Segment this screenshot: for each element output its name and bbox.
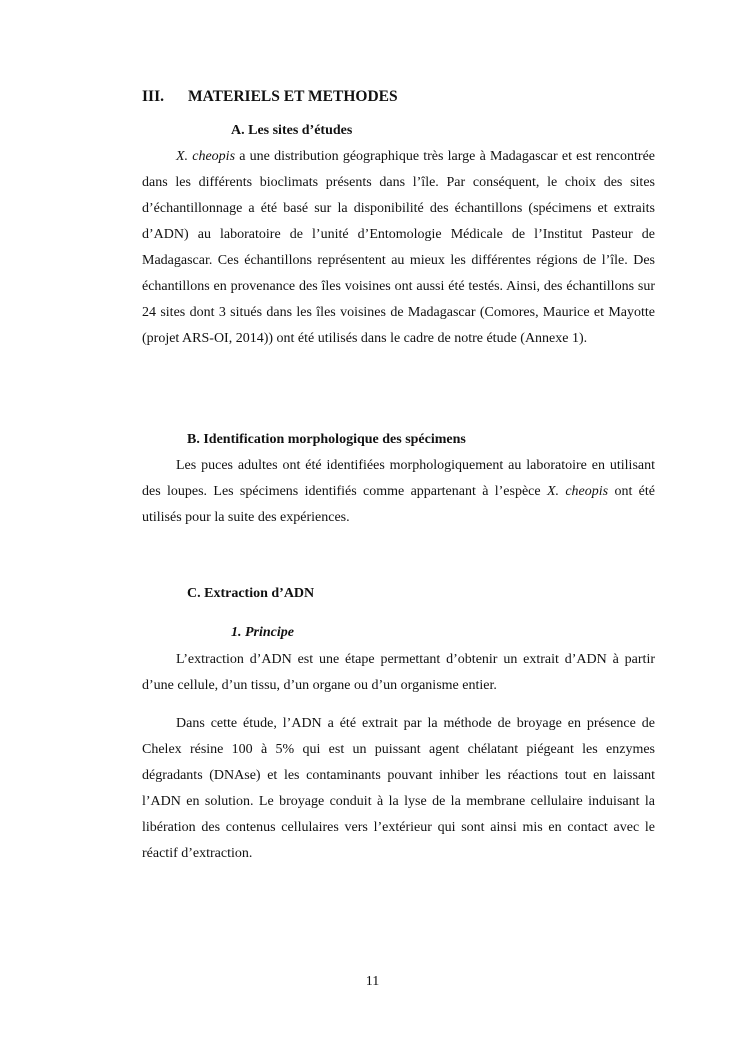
species-name: X. cheopis bbox=[176, 149, 236, 164]
subsection-c1-paragraph-1: L’extraction d’ADN est une étape permettant d’obtenir un extrait d’ADN à partir d’une cellule, d’un tissu, d’un organe ou d’un organisme entier. bbox=[142, 652, 655, 693]
paragraph-text: ont été utilisés pour la suite des expériences. bbox=[142, 484, 655, 525]
subsection-c1-heading: 1. Principe bbox=[231, 625, 294, 640]
paragraph-text: Les puces adultes ont été identifiées morphologiquement au laboratoire en utilisant des loupes. Les spécimens identifiés comme appartenant à l’espèce bbox=[142, 458, 655, 499]
subsection-b-paragraph bbox=[142, 453, 655, 531]
species-name: X. cheopis bbox=[546, 484, 609, 499]
section-heading bbox=[142, 88, 398, 106]
subsection-b-heading: B. Identification morphologique des spécimens bbox=[187, 432, 466, 447]
subsection-a-paragraph bbox=[142, 144, 655, 352]
subsection-c-heading: C. Extraction d’ADN bbox=[187, 586, 315, 601]
paragraph-text: a une distribution géographique très large à Madagascar et est rencontrée dans les différents bioclimats présents dans l’île. Par conséquent, le choix des sites d’échantillonnage a été basé sur la disponibilité des échantillons (spécimens et extraits d’ADN) au laboratoire de l’unité d’Entomologie Médicale de l’Institut Pasteur de Madagascar. Ces échantillons représentent au mieux les différentes régions de l’île. Des échantillons en provenance des îles voisines ont aussi été testés. Ainsi, des échantillons sur 24 sites dont 3 situés dans les îles voisines de Madagascar (Comores, Maurice et Mayotte (projet ARS-OI, 2014)) ont été utilisés dans le cadre de notre étude (Annexe 1). bbox=[142, 149, 655, 346]
subsection-a-heading: A. Les sites d’études bbox=[231, 123, 353, 138]
page-number: 11 bbox=[365, 974, 380, 989]
section-number: III. bbox=[142, 88, 164, 105]
section-title: MATERIELS ET METHODES bbox=[188, 88, 398, 105]
subsection-c1-paragraph-2: Dans cette étude, l’ADN a été extrait par la méthode de broyage en présence de Chelex résine 100 à 5% qui est un puissant agent chélatant piégeant les enzymes dégradants (DNAse) et les contaminants pouvant inhiber les réactions tout en laissant l’ADN en solution. Le broyage conduit à la lyse de la membrane cellulaire induisant la libération des contenus cellulaires vers l’extérieur qui sont ainsi mis en contact avec le réactif d’extraction. bbox=[142, 716, 655, 861]
